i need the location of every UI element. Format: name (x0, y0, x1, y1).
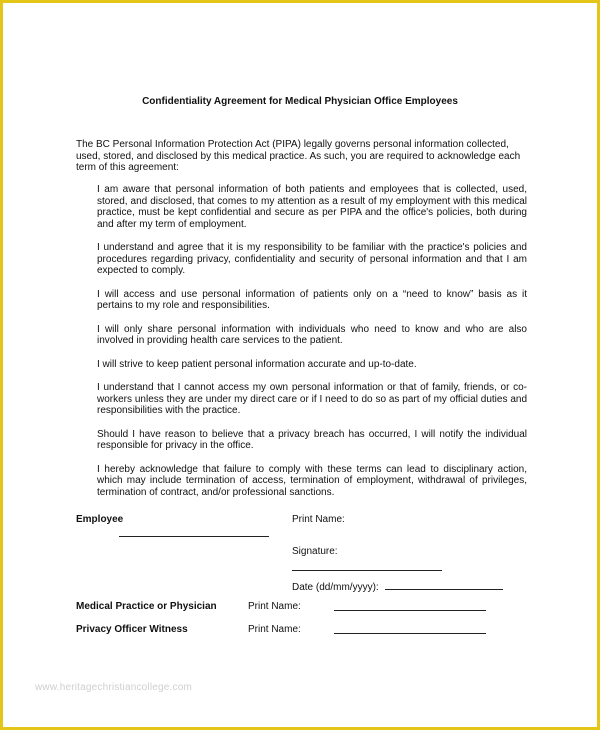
clause-item: I am aware that personal information of both patients and employees that is collected, used, stored, and disclosed, that comes to my attention as a result of my employment with this medical practice, must be kept confidential and secure as per PIPA and the office's policies, both during and after my term of employment. (97, 184, 527, 230)
clause-item: Should I have reason to believe that a privacy breach has occurred, I will notify the individual responsible for privacy in the office. (97, 428, 527, 451)
document-title: Confidentiality Agreement for Medical Physician Office Employees (142, 96, 458, 107)
employee-date-label (292, 580, 503, 594)
witness-label: Privacy Officer Witness (76, 624, 188, 635)
document-page (3, 3, 597, 727)
clause-item: I understand and agree that it is my responsibility to be familiar with the practice's policies and procedures regarding privacy, confidentiality and security of personal information and that I am expected to comply. (97, 242, 527, 276)
medical-print-name-line[interactable] (334, 601, 486, 615)
medical-practice-label: Medical Practice or Physician (76, 601, 217, 612)
medical-print-name-label: Print Name: (248, 601, 301, 612)
clause-list (97, 184, 527, 510)
employee-signature-line[interactable] (292, 561, 442, 575)
employee-signature-label: Signature: (292, 546, 338, 557)
intro-paragraph: The BC Personal Information Protection Act (PIPA) legally governs personal information collected, used, stored, and disclosed by this medical practice. As such, you are required to acknowledge each term of this agreement: (76, 139, 521, 173)
clause-item: I will strive to keep patient personal information accurate and up-to-date. (97, 358, 417, 370)
clause-item: I will only share personal information with individuals who need to know and who are also involved in providing health care services to the patient. (97, 323, 527, 346)
date-label-text: Date (dd/mm/yyyy): (292, 582, 379, 593)
witness-print-name-label: Print Name: (248, 624, 301, 635)
employee-print-name-label: Print Name: (292, 514, 345, 525)
watermark-text: www.heritagechristiancollege.com (35, 682, 193, 693)
clause-item: I hereby acknowledge that failure to comply with these terms can lead to disciplinary action, which may include termination of access, termination of employment, withdrawal of privileges, termination of contract, and/or professional sanctions. (97, 463, 527, 498)
witness-print-name-line[interactable] (334, 624, 486, 638)
clause-item: I understand that I cannot access my own personal information or that of family, friends, or co-workers unless they are under my direct care or if I need to do so as part of my official duties and responsibilities with the practice. (97, 382, 527, 416)
employee-label: Employee (76, 514, 124, 525)
date-line[interactable] (385, 580, 503, 590)
clause-item: I will access and use personal information of patients only on a “need to know” basis as it pertains to my role and responsibilities. (97, 288, 527, 311)
employee-line[interactable] (119, 527, 269, 541)
